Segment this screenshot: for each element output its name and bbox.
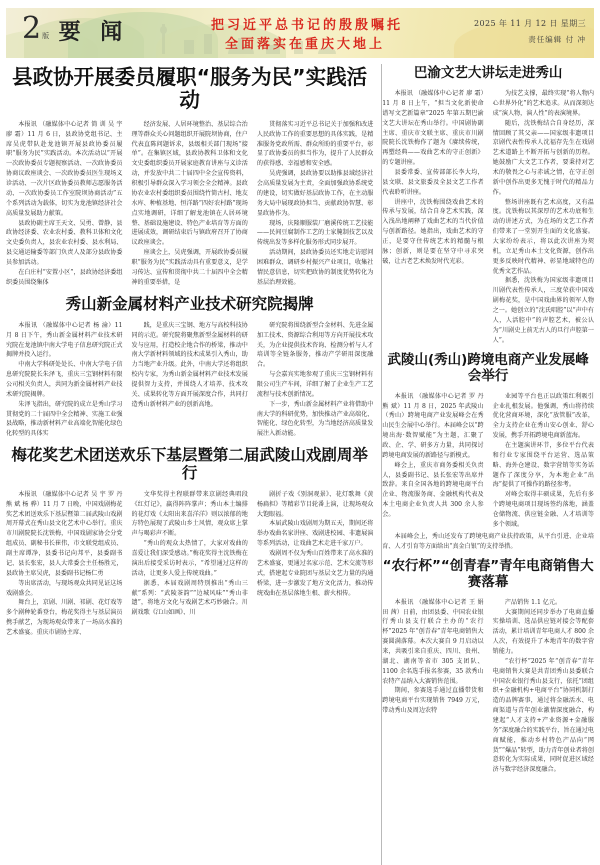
paragraph: 经济发展、人居环境整治、基层综合治理等群众关心问题组织开展院坝协商，住户代表直陈问题诉求，县级相关部门现场“接单”。在集镇区域，县政协教科卫体和文化文史委组织委员开展家庭教育讲座与义诊活动，并发放中共二十届四中全会宣传资料，积极引导群众深入学习领会全会精神。县政协农业农村委组织委员围绕竹简古村、地友水库、种植基地、恒洋路“四好农村路”现场点实地调研，详细了解龙池镇在人居环境整、基础设施建设、特色产业培育等方面的进展成效，调研结束后与镇政府召开了协商议政座谈会。	[131, 120, 248, 247]
masthead-slogan	[211, 17, 403, 55]
article-5-column-3	[382, 532, 594, 552]
slogan-line-2: 全面落实在重庆大地上	[225, 36, 386, 52]
article-2-column-2	[131, 321, 247, 439]
headline-article-3: 梅花奖艺术团送欢乐下基层暨第二届武陵山戏剧周举行	[11, 446, 368, 482]
paragraph: 剧折子戏《别洞观景》、花灯歌舞《黄杨扁担》等精彩节目轮番上演，让现场观众大饱眼福。	[256, 490, 374, 518]
article-4-column-2	[493, 89, 594, 345]
paragraph: 业园等平台也正以政策红利吸引企业扎根发展。他强调，秀山将持续优化营商环境，深化“放管服”改革，全力支持企业在秀山安心创业、舒心发展，携手开拓跨境电商新蓝海。	[492, 392, 595, 440]
paragraph: “秀山的观众太热情了，大家对戏曲的喜爱让我们深受感动。”梅花奖得主沈铁梅在演出后接受采访时表示，“希望通过这样的活动，让更多人爱上传统戏曲。”	[131, 540, 248, 577]
paragraph: 峰会上，重庆市商务委相关负责人，县委副书记、县长张宏等出席并致辞。来自全国各地的跨境电商平台企业、物流服务商、金融机构代表及本土电商企业负责人共 300 余人参会。	[382, 461, 484, 518]
paragraph: 大赛期间还同步举办了电商直播实操培训、选品供应链对接会等配套活动，累计培训青年电商人才 800 余人次，有效提升了本地青年的数字营销能力。	[492, 608, 595, 655]
paragraph: 期间，参赛选手通过直播带货和跨境电商平台实现销售 7949 万元，带动秀山及周边农特	[382, 687, 484, 715]
article-youth-ecommerce-contest	[382, 559, 594, 775]
paragraph: 本届峰会上，秀山还发布了跨境电商产业扶持政策，从平台引进、企业培育、人才引育等方面给出“真金白银”的支持举措。	[382, 532, 594, 550]
paragraph: 本报讯 （融媒体中心记者 简 训 吴 宇 廖 霜）11 月 6 日，县政协党组书记、主席吴虎带队赴龙池镇开展县政协委员履职“服务为民”实践活动。本次活动以“开展一次政协委员专题视察活动、一次政协委员协商议政座谈会、一次政协委员医生现场义诊活动、一次片区政协委员教师志愿服务活动、一次政协委员工作室院坝协商活动”五个系列活动为载体，切实为龙池镇经济社会高质量发展助力献策。	[6, 120, 123, 217]
paragraph: 活动期间，县政协委员还实地走访慰问困难群众、调研乡村振兴产业项目，收集社情民意信息，切实把政协的制度优势转化为基层治理效能。	[256, 249, 374, 286]
page-number-unit: 版	[42, 32, 49, 40]
masthead	[6, 8, 594, 58]
headline-article-5: 武陵山(秀山)跨境电商产业发展峰会举行	[387, 352, 589, 384]
paragraph: 下一步，秀山新金属材料产业将借助中南大学的科研优势，加快推动产业高端化、智能化、绿色化转型，为当地经济高质量发展注入新动能。	[256, 400, 374, 438]
paragraph: 整场讲座既有艺术高度，又有温度。沈铁梅以其深厚的艺术功底和生动的讲述方式，为在场的文艺工作者们带来了一堂别开生面的文化盛宴。大家纷纷表示，将以此次讲座为契机，立足秀山本土文化资源，创作出更多反映时代精神、彰显地域特色的优秀文艺作品。	[492, 198, 595, 275]
paragraph: 等出席活动，与现场观众共同见证这场戏剧盛会。	[6, 579, 123, 597]
paragraph: 为技艺支撑，最终实现“将人物内心世界外化”的艺术追求。从而深刻达成“演人物，演人性”的表演境界。	[492, 90, 595, 117]
paragraph: 中南大学科研处处长、中南大学电子信息研究院院长朱泽飞，重庆三宝钢材料有限公司相关负责人，共同为新金属材料产业技术研究院揭牌。	[6, 361, 123, 398]
paragraph: 朱泽飞指出，研究院的成立是秀山学习贯彻党的二十届四中全会精神、实施工业强县战略，推动新材料产业高端化智能化绿色化转型的具体实	[6, 400, 123, 438]
paragraph: 研究院将围绕新型合金材料、先进金属加工技术、资源综合利用等方向开展技术攻关，为企业提供技术咨询、检测分析与人才培训等全链条服务，推动产学研用深度融合。	[256, 321, 374, 369]
slogan-line-1: 把习近平总书记的殷殷嘱托	[211, 18, 404, 33]
paragraph: 本报讯 （融媒体中心记者 王 娟 田 茜）日前，由团县委、中国农业银行秀山县支行联合主办的“农行杯”2025 年“创青春”青年电商销售大赛圆满落幕。本次大赛自 9 月启动以来，共吸引来自重庆、四川、贵州、湖北、湖南等省市 305 支团队、1100 余名选手报名参赛，35 款秀山农特产品纳入大赛销售范围。	[382, 598, 484, 685]
paragraph: 产品销售 1.1 亿元。	[504, 598, 562, 606]
left-block	[6, 58, 373, 775]
page-body	[0, 58, 600, 775]
paragraph: 本报讯 （融媒体中心记者 吴 宇 罗 丹 熊 斌 杨 骅）11 月 7 日晚，中国戏剧梅花奖艺术团送欢乐下基层暨第二届武陵山戏剧周开幕式在秀山县文化艺术中心举行。重庆市川剧院院长沈铁梅，中国戏剧家协会分党组成员、副秘书长崔伟，市文联党组成员、副主席谭净，县委书记向邦平，县委副书记、县长张宏，县人大常委会主任杨胜元，县政协主席吴虎，县委副书记杨仁勇	[6, 490, 123, 577]
column-divider	[381, 64, 382, 865]
article-1-column-1	[6, 120, 122, 288]
headline-article-6: “农行杯”“创青春”青年电商销售大赛落幕	[382, 558, 594, 590]
article-1-column-2	[131, 120, 247, 288]
article-6-column-2	[493, 598, 594, 775]
paragraph: 随后，沈铁梅结合自身经历，深情回顾了其父亲——国家级非遗项目京剧代表性传承人沈福存先生在戏剧艺术道路上不断开拓与创新的历程。她鼓励广大文艺工作者，要秉持对艺术的敬畏之心与赤诚之情，在守正创新中创作出更多无愧于时代的精品力作。	[492, 119, 595, 196]
article-plum-blossom-troupe	[6, 447, 373, 638]
newspaper-page	[0, 8, 600, 865]
paragraph: 舞台上，京剧、川剧、祁剧、花灯戏等多个剧种轮番登台，梅花奖得主与基层演员携手献艺，为现场观众带来了一场高水准的艺术盛宴。重庆市剧协主席、	[6, 599, 123, 636]
paragraph: 践，是重庆三宝钢、地方与高校科技协同的示范。研究院将聚焦新型金属材料的研发与应用，打造校企地合作的桥梁，推动中南大学新材料领域的技术成果引入秀山，助力当地产业升级。此外，中南大学还将组织校内专家，为秀山新金属材料产业技术发展提供智力支持，并围绕人才培养、技术攻关、成果转化等方面开展深度合作，共同打造秀山新材料产业的创新高地。	[131, 321, 248, 408]
paragraph: “农行杯”2025 年“创青春”青年电商销售大赛是共青团秀山县委联合中国农业银行秀山县支行，依托“团组织+金融机构+电商平台”协同机制打造的品牌赛事，通过将金融活水、电商渠道与青年创业激情深度融合，构建起“人才支持+产业资源+金融服务”深度融合的实践平台，旨在通过电商赋能，推动乡村特色产品向“网货”“爆品”转型，助力青年创业者将创意转化为实际成果，同时促进区域经济与数字经济深度融合。	[492, 657, 595, 774]
paragraph: 本报讯 （融媒体中心记者 廖 霜）11 月 8 日上午，“担当文化新使命 谱写文艺新篇章”2025 年第五期巴渝文艺大讲坛在秀山举行。中国剧协副主席、重庆市文联主席、重庆市川剧院院长沈铁梅作了题为《赓续传统，再塑经典——戏曲艺术的守正创新》的专题讲座。	[382, 90, 484, 167]
paragraph: 县委常委、宣传部部长李大均，县文联、县文旅委及全县文艺工作者代表聆听讲座。	[382, 168, 484, 196]
headline-article-2: 秀山新金属材料产业技术研究院揭牌	[65, 294, 314, 313]
paragraph: 据悉，本届戏剧周特别推出“秀山三献”系列：“武陵茶韵”“边城风味”“秀山非遗”，将地方文化与戏剧艺术巧妙融合。川剧戏歌《江山如画》、川	[131, 579, 248, 617]
paragraph: 对峰会取得丰硕成果，先后有多个跨境电商项目现场签约落地，涵盖仓储物流、供应链金融、人才培训等多个领域。	[492, 491, 595, 528]
page-number-block	[22, 11, 129, 46]
paragraph: 戏剧周不仅为秀山百姓带来了高水准的艺术盛宴，更通过名家示范、艺术交流等形式，搭建起专业院团与基层文艺力量的沟通桥梁，进一步激发了地方文化活力，推动传统戏曲在基层落地生根、薪火相传。	[256, 550, 374, 597]
paragraph: 县政协副主席王天文、吴勇、曾静，县政协经济委、农业农村委、教科卫体和文化文史委负责人，县农业农村委、县水利局、县交通运输委等部门负责人及部分县政协委员参加活动。	[6, 219, 123, 266]
article-2-column-3	[257, 321, 373, 439]
article-5-column-2	[493, 392, 594, 530]
page-number: 2	[22, 11, 42, 46]
headline-article-4: 巴渝文艺大讲坛走进秀山	[413, 65, 563, 81]
paragraph: 讲座中，沈铁梅围绕戏曲艺术的传承与发展，结合自身艺术实践，深入浅出地阐释了戏曲艺术的当代价值与创新路径。她指出，戏曲艺术的守正，是要守住传统艺术的精髓与根脉；创新，则是要在坚守中寻求突破，让古老艺术焕发时代光彩。	[382, 198, 484, 265]
masthead-meta	[474, 18, 586, 45]
paragraph: 文华奖得主程联群带来京剧经典唱段《红灯记》，赢得阵阵掌声；秀山本土编排的花灯戏《太阳出来喜洋洋》则以浓郁的地方特色展现了武陵山乡土风情，观众席上掌声与喝彩声不断。	[131, 490, 248, 538]
article-5-column-1	[382, 392, 483, 530]
article-2-column-1	[6, 321, 122, 439]
paragraph: 本届武陵山戏剧周为期五天，期间还将举办戏曲名家讲座、戏剧进校园、非遗展演等系列活动，让戏曲艺术走进千家万户。	[256, 520, 374, 548]
right-block	[382, 58, 594, 775]
article-4-column-1	[382, 89, 483, 345]
article-cross-border-ecommerce-summit	[382, 353, 594, 551]
article-bayu-art-forum	[382, 58, 594, 345]
paragraph: 贯彻落实习近平总书记关于加强和改进人民政协工作的重要思想的具体实践，是精准服务党政所需、群众所盼的重要平台，彰显了政协委员的担当作为，提升了人民群众的获得感、幸福感和安全感。	[256, 120, 374, 168]
paragraph: 吴虎强调，县政协要以助推县域经济社会高质量发展为主责，全面加强政协系统党的建设，切实做好基层政协工作，在主动服务大局中展现政协担当、贡献政协智慧、彰显政协作为。	[256, 170, 374, 217]
article-3-column-2	[131, 490, 247, 638]
section-title: 要 闻	[58, 20, 129, 45]
paragraph: 在白庄村“安置小区”，县政协经济委组织委员围绕集体	[6, 268, 123, 286]
paragraph: 本报讯 （融媒体中心记者 杨 渝）11 月 8 日下午，秀山新金属材料产业技术研究院在龙池镇中南大学电子信息研究院正式揭牌并投入运行。	[6, 321, 123, 359]
article-new-metal-institute	[6, 296, 373, 440]
responsible-editor: 责任编辑 付 冲	[528, 35, 586, 44]
paragraph: 与会嘉宾实地参观了重庆三宝钢材料有限公司生产车间，详细了解了企业生产工艺流程与技术创新情况。	[256, 371, 374, 398]
paragraph: 据悉，沈铁梅为国家级非遗项目川剧代表性传承人，三度荣获中国戏剧梅花奖，是中国戏曲界的领军人物之一。她创立的“沈氏唱腔”以“声中有人，人活腔中”的声腔艺术，被公认为“川剧史上前无古人的旦行声腔第一人”。	[492, 277, 595, 344]
article-3-column-1	[6, 490, 122, 638]
article-county-cppcc	[6, 58, 373, 288]
article-6-column-1	[382, 598, 483, 775]
paragraph: 座谈会上，吴虎强调，开展政协委员履职“服务为民”实践活动具有重要意义，是学习传达、宣传和贯彻中共二十届四中全会精神的重要举措，是	[131, 249, 248, 286]
article-1-column-3	[257, 120, 373, 288]
publication-date: 2025 年 11 月 12 日 星期三	[474, 19, 586, 28]
headline-article-1: 县政协开展委员履职“服务为民”实践活动	[12, 65, 368, 112]
article-3-column-3	[257, 490, 373, 638]
paragraph: 在主题演讲环节，多位平台代表和行业专家围绕平台运营、选品策略、海外仓建设、数字营销等实务话题作了深度分享，为本地企业“出海”提供了可操作的路径参考。	[492, 441, 595, 489]
paragraph: 现场，庆隆顺服装厂磨溪传统工艺技能——民间豆腐制作工艺的土家腌制技艺以及传统出发等多样化服务形式同步展开。	[256, 219, 374, 247]
paragraph: 本报讯 （融媒体中心记者 罗 丹 熊 斌）11 月 8 日，2025 年武陵山（秀山）跨境电商产业发展峰会在秀山民生会展中心举行。本届峰会以“跨境出海·数智赋能”为主题，汇聚了政、企、学、研多方力量，共同探讨跨境电商发展的新路径与新模式。	[382, 392, 484, 459]
